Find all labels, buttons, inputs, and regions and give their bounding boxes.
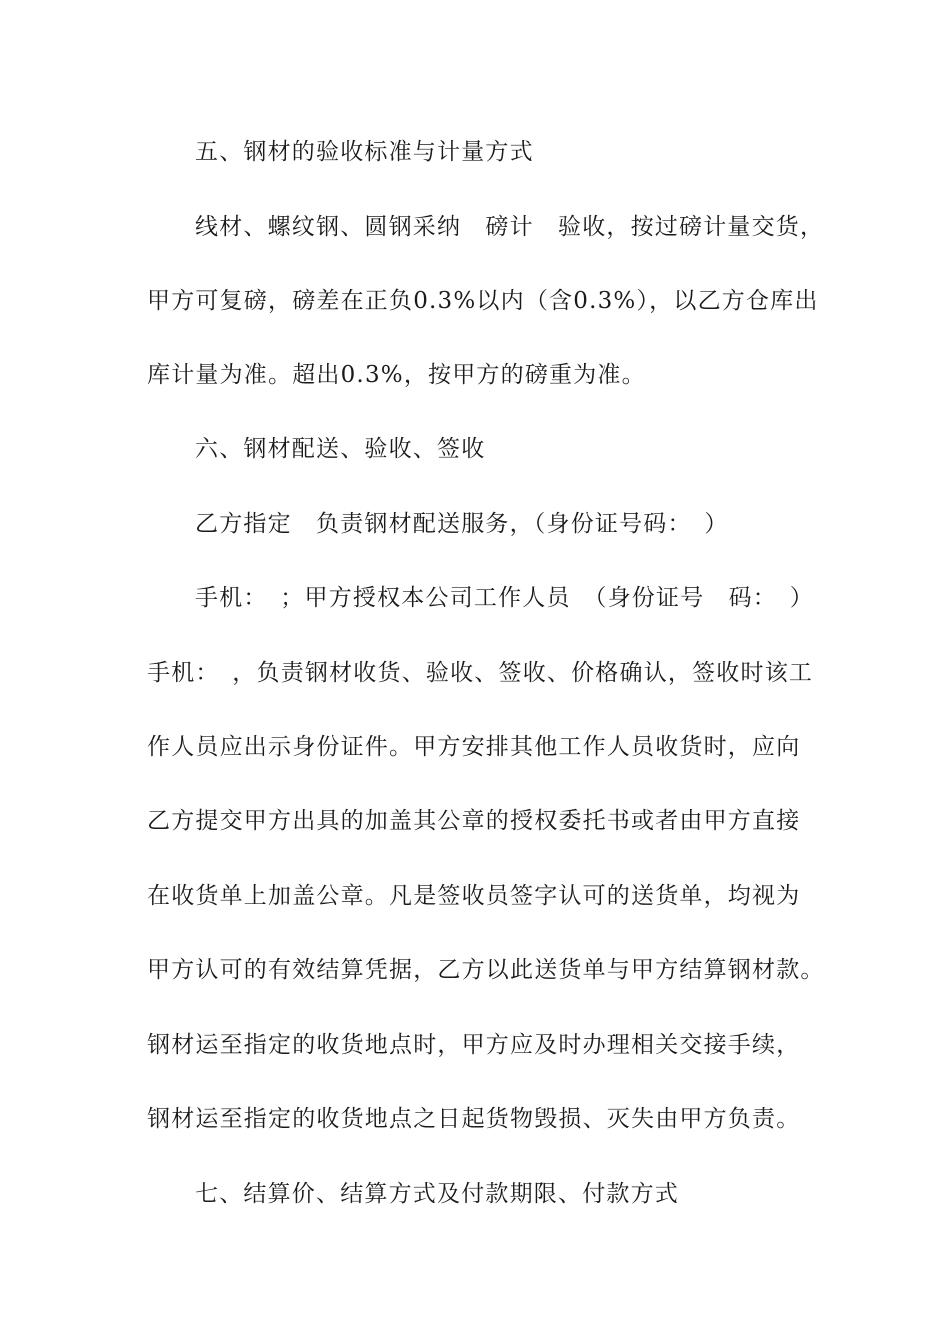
section-heading-7: 七、结算价、结算方式及付款期限、付款方式	[195, 1181, 679, 1207]
paragraph-line: 在收货单上加盖公章。凡是签收员签字认可的送货单，均视为	[147, 883, 801, 909]
paragraph-line: 手机： ；甲方授权本公司工作人员 （身份证号 码： ）	[195, 585, 814, 611]
section-heading-6: 六、钢材配送、验收、签收	[195, 436, 486, 462]
paragraph-line: 甲方认可的有效结算凭据，乙方以此送货单与甲方结算钢材款。	[147, 957, 825, 983]
paragraph-line: 钢材运至指定的收货地点之日起货物毁损、灭失由甲方负责。	[147, 1106, 801, 1132]
paragraph-line: 线材、螺纹钢、圆钢采纳 磅计 验收，按过磅计量交货，	[195, 214, 825, 240]
paragraph-line: 库计量为准。超出0.3%，按甲方的磅重为准。	[147, 362, 646, 388]
paragraph-line: 手机： ，负责钢材收货、验收、签收、价格确认，签收时该工	[147, 660, 814, 686]
paragraph-line: 乙方提交甲方出具的加盖其公章的授权委托书或者由甲方直接	[147, 808, 801, 834]
paragraph-line: 甲方可复磅，磅差在正负0.3%以内（含0.3%），以乙方仓库出	[147, 288, 819, 314]
section-heading-5: 五、钢材的验收标准与计量方式	[195, 139, 534, 165]
paragraph-line: 作人员应出示身份证件。甲方安排其他工作人员收货时，应向	[147, 734, 801, 760]
paragraph-line: 钢材运至指定的收货地点时，甲方应及时办理相关交接手续，	[147, 1032, 801, 1058]
paragraph-line: 乙方指定 负责钢材配送服务，（身份证号码： ）	[195, 511, 729, 537]
